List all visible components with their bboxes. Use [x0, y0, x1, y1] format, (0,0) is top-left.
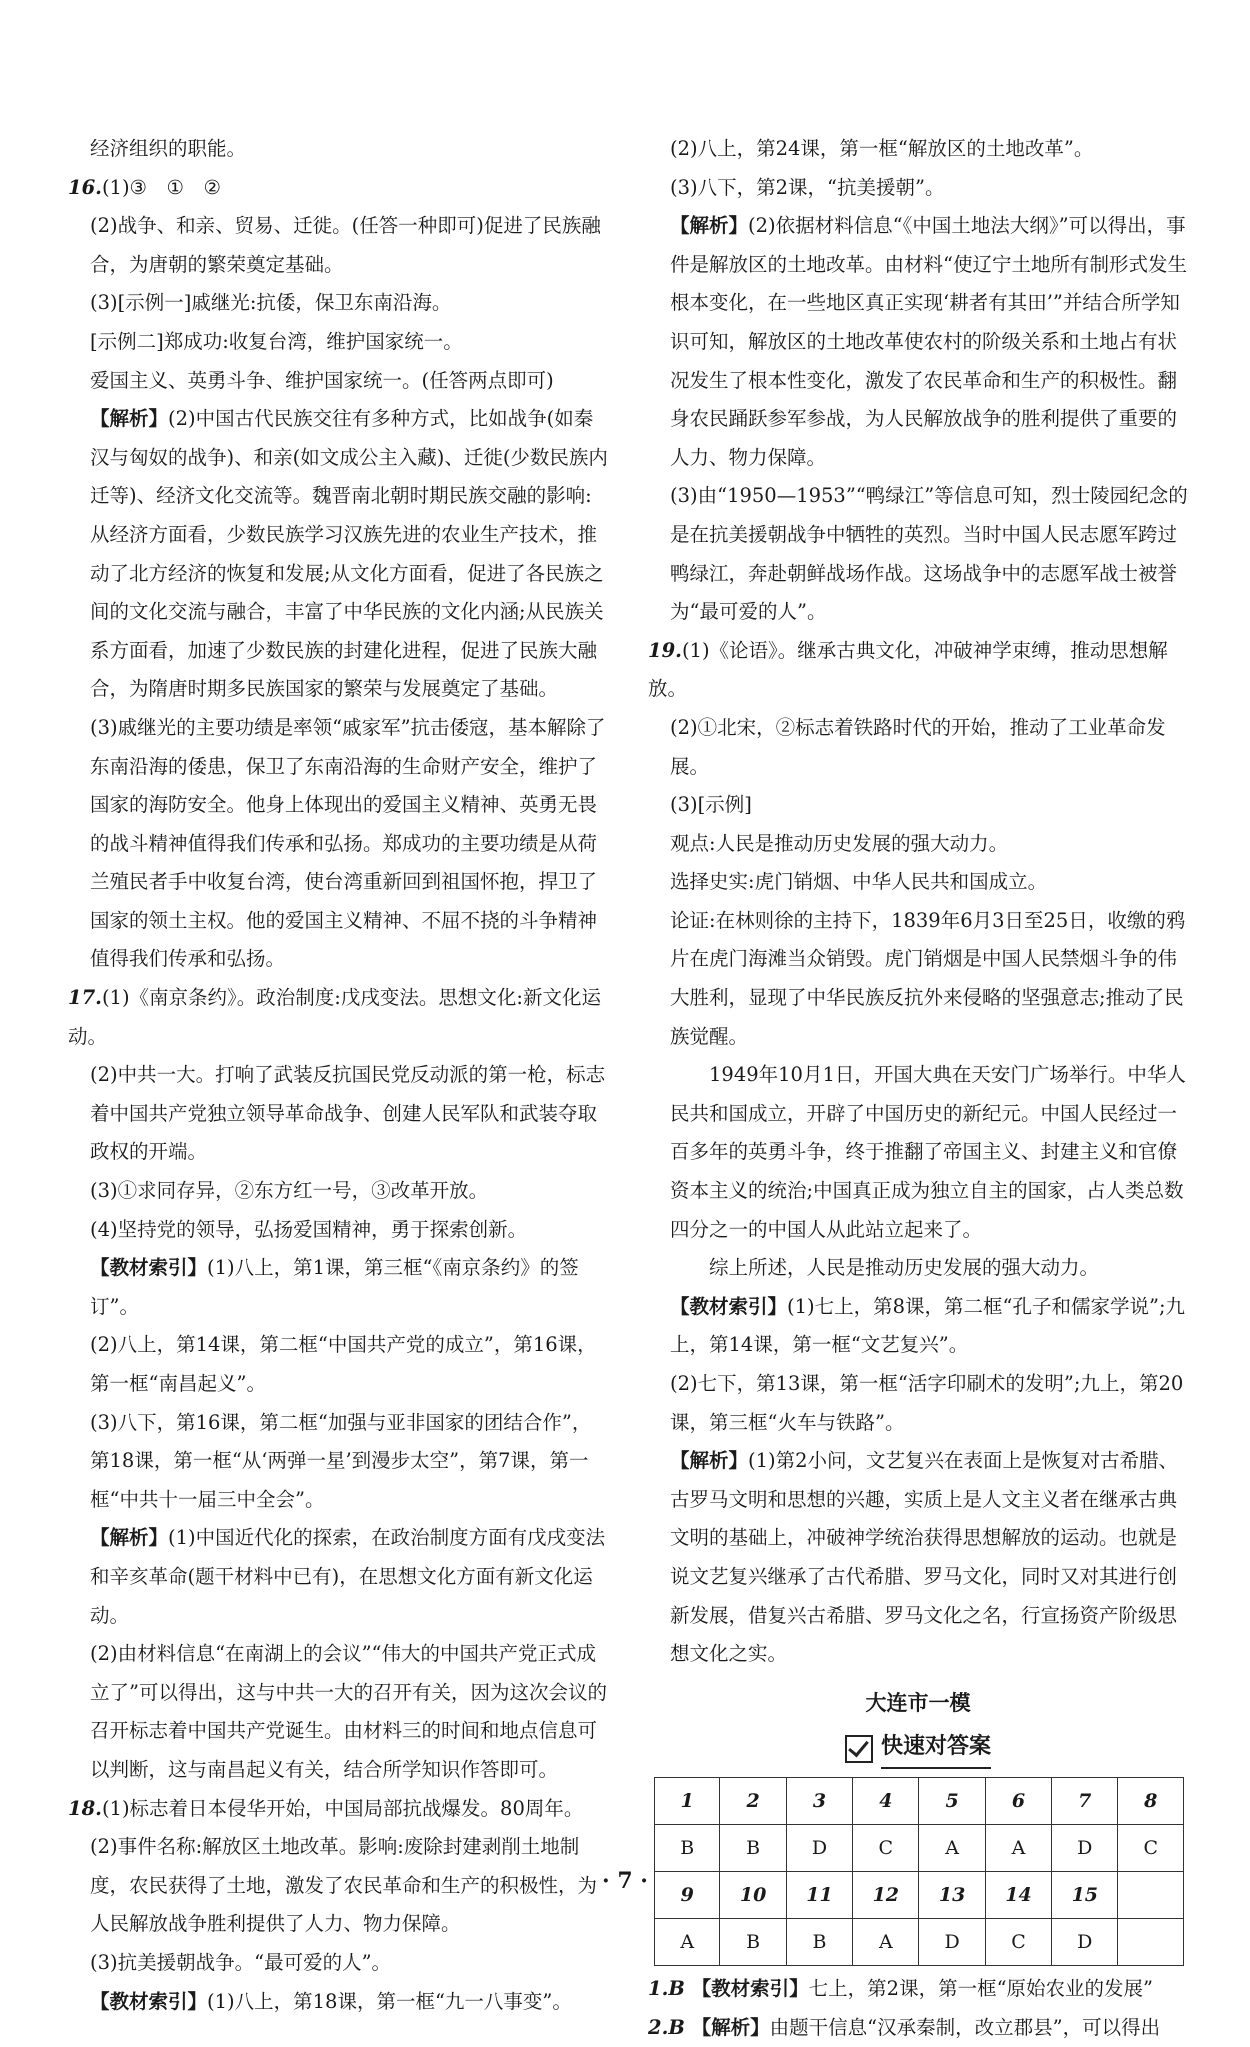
- answer-value-cell: B: [720, 1824, 786, 1871]
- left-paragraph: [68, 1790, 608, 1829]
- left-paragraph: (3)戚继光的主要功绩是率领“戚家军”抗击倭寇，基本解除了东南沿海的倭患，保卫了东南沿海的生命财产安全，维护了国家的海防安全。他身上体现出的爱国主义精神、英勇无畏的战斗精神值得我们传承和弘扬。郑成功的主要功绩是从荷兰殖民者手中收复台湾，使台湾重新回到祖国怀抱，捍卫了国家的领土主权。他的爱国主义精神、不屈不挠的斗争精神值得我们传承和弘扬。: [90, 715, 606, 971]
- answer-value-cell: D: [786, 1824, 852, 1871]
- answer-number-cell: 11: [786, 1871, 852, 1918]
- answer-text: (1)③ ① ②: [101, 175, 222, 199]
- right-paragraph: 选择史实:虎门销烟、中华人民共和国成立。: [670, 870, 1048, 894]
- answer-value-cell: C: [1118, 1824, 1184, 1871]
- section-tag: 【解析】: [691, 2015, 770, 2039]
- left-paragraph: [68, 400, 608, 709]
- right-paragraph: 论证:在林则徐的主持下，1839年6月3日至25日，收缴的鸦片在虎门海滩当众销毁。虎门销烟是中国人民禁烟斗争的伟大胜利，显现了中华民族反抗外来侵略的坚强意志;推动了民族觉醒。: [670, 908, 1186, 1048]
- section-tag: 【教材索引】: [90, 1256, 208, 1280]
- answer-tail: [648, 1970, 1188, 2047]
- answer-number-cell: 1: [655, 1777, 720, 1824]
- section-tag: 【解析】: [90, 407, 169, 431]
- right-paragraph: 综上所述，人民是推动历史发展的强大动力。: [709, 1256, 1100, 1280]
- section-tag: 【教材索引】: [670, 1294, 788, 1318]
- answer-value-cell: C: [985, 1918, 1051, 1965]
- answer-text: (2)依据材料信息“《中国土地法大纲》”可以得出，事件是解放区的土地改革。由材料“使辽宁土地所有制形式发生根本变化，在一些地区真正实现‘耕者有其田’”并结合所学知识可知，解放区的土地改革使农村的阶级关系和土地占有状况发生了根本性变化，激发了农民革命和生产的积极性。翻身农民踊跃参军参战，为人民解放战争的胜利提供了重要的人力、物力保障。: [670, 214, 1187, 469]
- left-paragraph: [示例二]郑成功:收复台湾，维护国家统一。: [90, 329, 463, 353]
- answer-value-cell: [1118, 1918, 1184, 1965]
- right-paragraph: [648, 1288, 1188, 1365]
- answer-value-cell: B: [720, 1918, 786, 1965]
- page-number: · 7 ·: [602, 1868, 648, 1894]
- tail-line: [648, 1970, 1188, 2009]
- left-paragraph: 爱国主义、英勇斗争、维护国家统一。(任答两点即可): [90, 368, 554, 392]
- right-paragraph: [648, 1442, 1188, 1674]
- left-paragraph: [68, 169, 608, 208]
- answer-value-cell: D: [1052, 1918, 1118, 1965]
- left-paragraph: (2)八上，第14课，第二框“中国共产党的成立”，第16课，第一框“南昌起义”。: [90, 1333, 597, 1395]
- answer-number-cell: 5: [919, 1777, 985, 1824]
- tail-line: [648, 2009, 1188, 2047]
- question-number: 19.: [648, 638, 682, 662]
- answer-text: 七上，第2课，第一框“原始农业的发展”: [808, 1976, 1154, 2000]
- quick-answer-header: [648, 1728, 1188, 1769]
- left-paragraph: (3)八下，第16课，第二框“加强与亚非国家的团结合作”，第18课，第一框“从‘两弹一星’到漫步太空”，第7课，第一框“中共十一届三中全会”。: [90, 1410, 592, 1511]
- answer-number-cell: 13: [919, 1871, 985, 1918]
- left-paragraph: (3)[示例一]戚继光:抗倭，保卫东南沿海。: [90, 291, 452, 315]
- left-paragraph: (2)由材料信息“在南湖上的会议”“伟大的中国共产党正式成立了”可以得出，这与中共一大的召开有关，因为这次会议的召开标志着中国共产党诞生。由材料三的时间和地点信息可以判断，这与南昌起义有关，结合所学知识作答即可。: [90, 1642, 607, 1781]
- right-paragraph: 观点:人民是推动历史发展的强大动力。: [670, 831, 1009, 855]
- right-paragraph: (3)由“1950—1953”“鸭绿江”等信息可知，烈士陵园纪念的是在抗美援朝战争中牺牲的英烈。当时中国人民志愿军跨过鸭绿江，奔赴朝鲜战场作战。这场战争中的志愿军战士被誉为“最可爱的人”。: [670, 484, 1188, 624]
- answer-value-cell: D: [1052, 1824, 1118, 1871]
- answer-value-cell: A: [985, 1824, 1051, 1871]
- answer-text: (1)八上，第1课，第三框“《南京条约》的签订”。: [90, 1256, 579, 1318]
- check-box-icon: [845, 1735, 873, 1763]
- answer-text: 由题干信息“汉承秦制，改立郡县”，可以得出: [769, 2015, 1161, 2039]
- answer-number-cell: 6: [985, 1777, 1051, 1824]
- question-number: 1.B: [648, 1976, 692, 2000]
- left-paragraph: [68, 1983, 608, 2022]
- answer-text: (1)第2小问，文艺复兴在表面上是恢复对古希腊、古罗马文明和思想的兴趣，实质上是人文主义者在继承古典文明的基础上，冲破神学统治获得思想解放的运动。也就是说文艺复兴继承了古代希腊、罗马文化，同时又对其进行创新发展，借复兴古希腊、罗马文化之名，行宣扬资产阶级思想文化之实。: [670, 1449, 1179, 1666]
- answer-number-cell: 7: [1052, 1777, 1118, 1824]
- left-paragraph: (3)抗美援朝战争。“最可爱的人”。: [90, 1950, 392, 1974]
- answer-value-cell: B: [786, 1918, 852, 1965]
- right-column: [648, 130, 1188, 2047]
- answer-number-cell: 12: [853, 1871, 919, 1918]
- left-column: [68, 130, 608, 2021]
- answer-number-cell: 14: [985, 1871, 1051, 1918]
- section-title: 大连市一模: [865, 1689, 971, 1715]
- left-paragraph: (2)战争、和亲、贸易、迁徙。(任答一种即可)促进了民族融合，为唐朝的繁荣奠定基础。: [90, 214, 601, 276]
- question-number: 2.B: [648, 2015, 692, 2039]
- answer-number-cell: 4: [853, 1777, 919, 1824]
- answer-row-answers-1: [655, 1824, 1184, 1871]
- answer-value-cell: B: [655, 1824, 720, 1871]
- answer-value-cell: D: [919, 1918, 985, 1965]
- right-paragraph: (2)八上，第24课，第一框“解放区的土地改革”。: [670, 137, 1094, 160]
- answer-number-cell: 15: [1052, 1871, 1118, 1918]
- answer-text: (2)中国古代民族交往有多种方式，比如战争(如秦汉与匈奴的战争)、和亲(如文成公主入藏)、迁徙(少数民族内迁等)、经济文化交流等。魏晋南北朝时期民族交融的影响:从经济方面看，少数民族学习汉族先进的农业生产技术，推动了北方经济的恢复和发展;从文化方面看，促进了各民族之间的文化交流与融合，丰富了中华民族的文化内涵;从民族关系方面看，加速了少数民族的封建化进程，促进了民族大融合，为隋唐时期多民族国家的繁荣与发展奠定了基础。: [90, 407, 608, 701]
- section-tag: 【解析】: [90, 1526, 169, 1550]
- right-paragraph: (2)①北宋，②标志着铁路时代的开始，推动了工业革命发展。: [670, 715, 1166, 778]
- answer-number-cell: 3: [786, 1777, 852, 1824]
- section-tag: 【解析】: [670, 1449, 749, 1473]
- answer-number-cell: 9: [655, 1871, 720, 1918]
- left-paragraph: (3)①求同存异，②东方红一号，③改革开放。: [90, 1179, 489, 1203]
- left-paragraph: (2)事件名称:解放区土地改革。影响:废除封建剥削土地制度，农民获得了土地，激发了农民革命和生产的积极性，为人民解放战争胜利提供了人力、物力保障。: [90, 1835, 598, 1936]
- left-paragraph: [68, 979, 608, 1056]
- right-paragraph: [648, 632, 1188, 709]
- answer-value-cell: A: [919, 1824, 985, 1871]
- answer-value-cell: C: [853, 1824, 919, 1871]
- section-tag: 【解析】: [670, 214, 749, 238]
- answer-value-cell: A: [655, 1918, 720, 1965]
- question-number: 18.: [68, 1796, 102, 1820]
- right-paragraph: (2)七下，第13课，第一框“活字印刷术的发明”;九上，第20课，第三框“火车与铁路”。: [670, 1372, 1184, 1434]
- quick-answer-label: 快速对答案: [881, 1728, 991, 1769]
- answer-text: (1)七上，第8课，第二框“孔子和儒家学说”;九上，第14课，第一框“文艺复兴”。: [670, 1294, 1186, 1357]
- answer-value-cell: A: [853, 1918, 919, 1965]
- answer-text: (1)八上，第18课，第一框“九一八事变”。: [207, 1989, 572, 2013]
- right-paragraph: 1949年10月1日，开国大典在天安门广场举行。中华人民共和国成立，开辟了中国历史的新纪元。中国人民经过一百多年的英勇斗争，终于推翻了帝国主义、封建主义和官僚资本主义的统治;中国真正成为独立自主的国家，占人类总数四分之一的中国人从此站立起来了。: [670, 1063, 1186, 1241]
- left-paragraph: 经济组织的职能。: [90, 137, 247, 160]
- right-paragraph: (3)[示例]: [670, 793, 752, 817]
- answer-number-cell: 8: [1118, 1777, 1184, 1824]
- left-paragraph: [68, 1249, 608, 1326]
- answer-number-cell: 2: [720, 1777, 786, 1824]
- answer-row-answers-2: [655, 1918, 1184, 1965]
- answer-text: (1)《南京条约》。政治制度:戊戌变法。思想文化:新文化运动。: [68, 986, 601, 1048]
- section-tag: 【教材索引】: [691, 1976, 809, 2000]
- question-number: 17.: [68, 986, 102, 1010]
- question-number: 16.: [68, 175, 102, 199]
- answer-text: (1)《论语》。继承古典文化，冲破神学束缚，推动思想解放。: [648, 638, 1168, 701]
- right-paragraph: [648, 207, 1188, 477]
- answer-number-cell: 10: [720, 1871, 786, 1918]
- answer-text: (1)中国近代化的探索，在政治制度方面有戊戌变法和辛亥革命(题干材料中已有)，在思想文化方面有新文化运动。: [90, 1526, 606, 1627]
- left-paragraph: (2)中共一大。打响了武装反抗国民党反动派的第一枪，标志着中国共产党独立领导革命战争、创建人民军队和武装夺取政权的开端。: [90, 1063, 606, 1164]
- left-paragraph: (4)坚持党的领导，弘扬爱国精神，勇于探索创新。: [90, 1217, 528, 1241]
- answer-row-numbers-1: [655, 1777, 1184, 1824]
- answer-text: (1)标志着日本侵华开始，中国局部抗战爆发。80周年。: [101, 1796, 584, 1820]
- right-flow: [648, 130, 1188, 1674]
- left-paragraph: [68, 1519, 608, 1635]
- right-paragraph: (3)八下，第2课，“抗美援朝”。: [670, 175, 945, 199]
- section-tag: 【教材索引】: [90, 1989, 208, 2013]
